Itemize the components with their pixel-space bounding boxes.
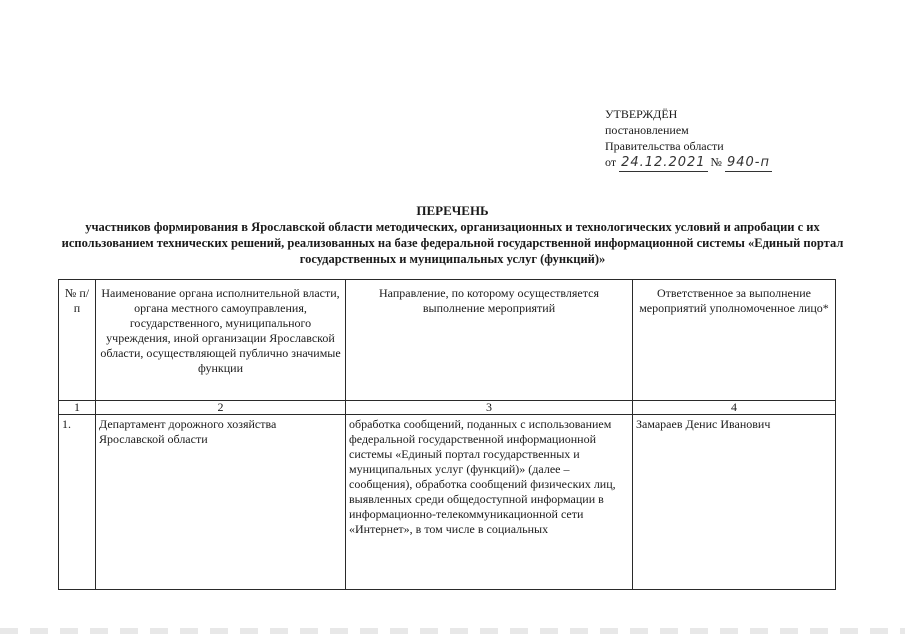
header-responsible: Ответственное за выполнение мероприятий уполномоченное лицо* — [633, 280, 836, 401]
header-direction: Направление, по которому осуществляется выполнение мероприятий — [346, 280, 633, 401]
document-title — [60, 203, 845, 267]
handwritten-date: 24.12.2021 — [621, 155, 706, 170]
column-number-row — [59, 401, 836, 415]
scan-artifact — [0, 628, 905, 634]
handwritten-number: 940-п — [726, 155, 770, 170]
number-label: № — [710, 155, 722, 169]
row-number: 1. — [59, 415, 96, 590]
column-number: 1 — [59, 401, 96, 415]
column-number: 2 — [96, 401, 346, 415]
header-organization: Наименование органа исполнительной власти, органа местного самоуправления, государственного, муниципального учреждения, иной организации Ярославской области, осуществляющей публично значимые функции — [96, 280, 346, 401]
table-header-row — [59, 280, 836, 401]
approval-stamp — [605, 106, 772, 172]
title-heading: ПЕРЕЧЕНЬ — [416, 203, 489, 218]
column-number: 4 — [633, 401, 836, 415]
row-organization: Департамент дорожного хозяйства Ярославской области — [96, 415, 346, 590]
approved-by-government: Правительства области — [605, 139, 724, 153]
approved-label: УТВЕРЖДЁН — [605, 107, 678, 121]
header-number: № п/п — [59, 280, 96, 401]
approval-date-line — [605, 154, 772, 172]
participants-table — [58, 279, 836, 590]
from-label: от — [605, 155, 617, 169]
column-number: 3 — [346, 401, 633, 415]
approved-by-resolution: постановлением — [605, 123, 689, 137]
row-direction: обработка сообщений, поданных с использованием федеральной государственной информационной системы «Единый портал государственных и муниципальных услуг (функций)» (далее – сообщения), обработка сообщений физических лиц, выявленных среди общедоступной информации в информационно-телекоммуникационной сети «Интернет», в том числе в социальных — [346, 415, 633, 590]
table-row — [59, 415, 836, 590]
title-subtitle: участников формирования в Ярославской области методических, организационных и технологических условий и апробации с их использованием технических решений, реализованных на базе федеральной государственной информационной системы «Единый портал государственных и муниципальных услуг (функций)» — [61, 220, 844, 266]
row-responsible: Замараев Денис Иванович — [633, 415, 836, 590]
